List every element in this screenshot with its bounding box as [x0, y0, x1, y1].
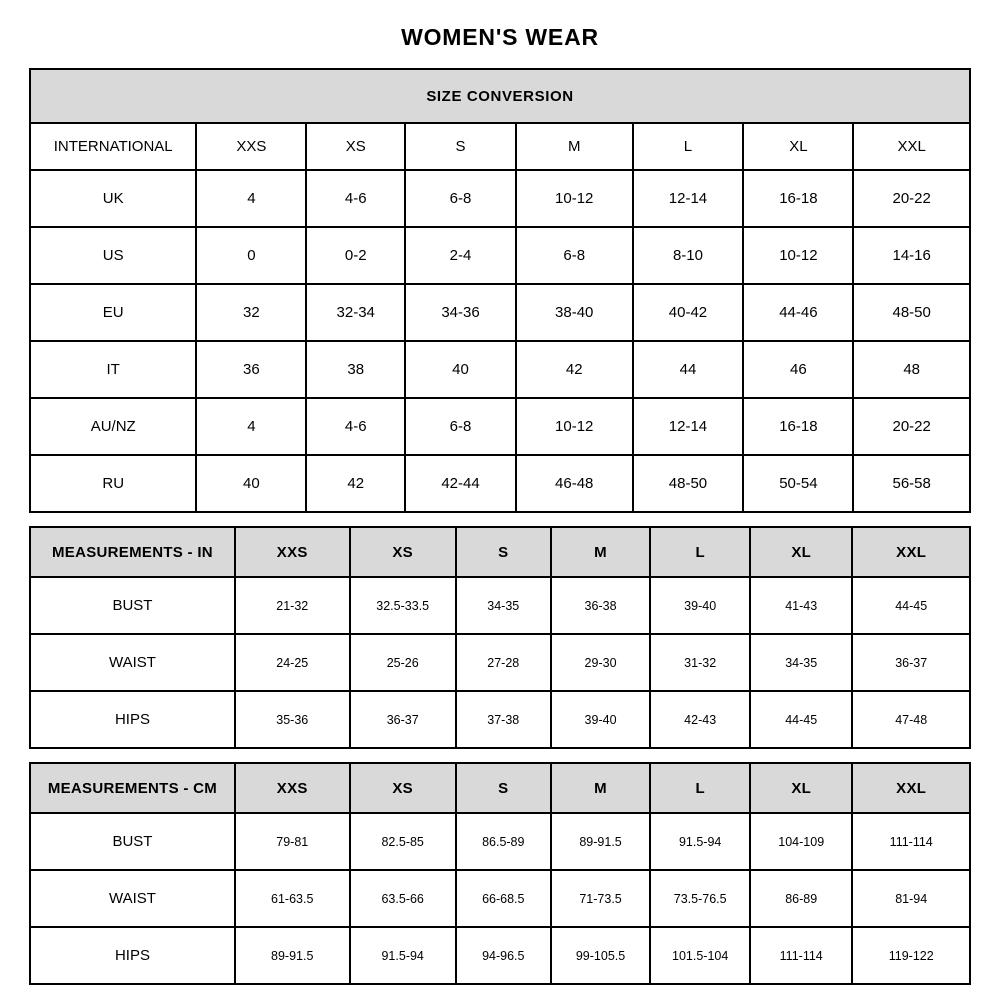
measurements-in-table	[29, 526, 971, 749]
row-label: HIPS	[30, 691, 235, 748]
value-cell: 4	[196, 398, 306, 455]
value-cell: 111-114	[750, 927, 852, 984]
column-header-size: XXS	[196, 123, 306, 170]
value-cell: 25-26	[350, 634, 456, 691]
value-cell: 99-105.5	[551, 927, 651, 984]
value-cell: 0-2	[306, 227, 405, 284]
value-cell: 4-6	[306, 170, 405, 227]
value-cell: 42	[516, 341, 633, 398]
value-cell: 101.5-104	[650, 927, 750, 984]
value-cell: 111-114	[852, 813, 970, 870]
table-row	[30, 634, 970, 691]
page-title: WOMEN'S WEAR	[401, 24, 599, 50]
column-header-label: MEASUREMENTS - IN	[30, 527, 235, 577]
value-cell: 29-30	[551, 634, 651, 691]
column-header-size: M	[516, 123, 633, 170]
value-cell: 31-32	[650, 634, 750, 691]
column-header-size: XXS	[235, 763, 350, 813]
column-header-size: M	[551, 527, 651, 577]
value-cell: 12-14	[633, 398, 744, 455]
value-cell: 86-89	[750, 870, 852, 927]
value-cell: 44-45	[750, 691, 852, 748]
value-cell: 82.5-85	[350, 813, 456, 870]
value-cell: 0	[196, 227, 306, 284]
value-cell: 91.5-94	[650, 813, 750, 870]
value-cell: 10-12	[516, 170, 633, 227]
value-cell: 6-8	[516, 227, 633, 284]
value-cell: 44-45	[852, 577, 970, 634]
value-cell: 24-25	[235, 634, 350, 691]
table-row	[30, 577, 970, 634]
value-cell: 36	[196, 341, 306, 398]
row-label: BUST	[30, 577, 235, 634]
value-cell: 40	[405, 341, 516, 398]
column-header-size: L	[633, 123, 744, 170]
size-conversion-header-row	[30, 123, 970, 170]
value-cell: 56-58	[853, 455, 970, 512]
value-cell: 48-50	[853, 284, 970, 341]
measurements-cm-header-row	[30, 763, 970, 813]
table-row	[30, 170, 970, 227]
value-cell: 119-122	[852, 927, 970, 984]
value-cell: 79-81	[235, 813, 350, 870]
value-cell: 16-18	[743, 398, 853, 455]
column-header-size: XXL	[852, 527, 970, 577]
value-cell: 42	[306, 455, 405, 512]
column-header-size: XL	[750, 763, 852, 813]
row-label: HIPS	[30, 927, 235, 984]
value-cell: 41-43	[750, 577, 852, 634]
value-cell: 8-10	[633, 227, 744, 284]
value-cell: 34-35	[456, 577, 551, 634]
value-cell: 6-8	[405, 398, 516, 455]
table-row	[30, 341, 970, 398]
value-cell: 40	[196, 455, 306, 512]
table-row	[30, 813, 970, 870]
row-label: AU/NZ	[30, 398, 196, 455]
table-gap	[29, 513, 971, 526]
column-header-size: XXS	[235, 527, 350, 577]
value-cell: 20-22	[853, 170, 970, 227]
value-cell: 4-6	[306, 398, 405, 455]
size-conversion-table	[29, 68, 971, 513]
value-cell: 50-54	[743, 455, 853, 512]
value-cell: 36-38	[551, 577, 651, 634]
value-cell: 86.5-89	[456, 813, 551, 870]
value-cell: 46-48	[516, 455, 633, 512]
value-cell: 10-12	[516, 398, 633, 455]
table-row	[30, 284, 970, 341]
value-cell: 34-35	[750, 634, 852, 691]
column-header-size: M	[551, 763, 651, 813]
row-label: WAIST	[30, 870, 235, 927]
value-cell: 6-8	[405, 170, 516, 227]
value-cell: 36-37	[852, 634, 970, 691]
value-cell: 89-91.5	[235, 927, 350, 984]
column-header-label: INTERNATIONAL	[30, 123, 196, 170]
value-cell: 48	[853, 341, 970, 398]
value-cell: 42-43	[650, 691, 750, 748]
column-header-size: S	[405, 123, 516, 170]
table-row	[30, 691, 970, 748]
value-cell: 66-68.5	[456, 870, 551, 927]
value-cell: 46	[743, 341, 853, 398]
value-cell: 2-4	[405, 227, 516, 284]
table-gap	[29, 749, 971, 762]
column-header-label: MEASUREMENTS - CM	[30, 763, 235, 813]
row-label: EU	[30, 284, 196, 341]
value-cell: 91.5-94	[350, 927, 456, 984]
value-cell: 38	[306, 341, 405, 398]
value-cell: 12-14	[633, 170, 744, 227]
value-cell: 38-40	[516, 284, 633, 341]
column-header-size: XXL	[853, 123, 970, 170]
table-row	[30, 398, 970, 455]
value-cell: 48-50	[633, 455, 744, 512]
value-cell: 44	[633, 341, 744, 398]
row-label: BUST	[30, 813, 235, 870]
value-cell: 21-32	[235, 577, 350, 634]
row-label: RU	[30, 455, 196, 512]
column-header-size: XL	[750, 527, 852, 577]
table-row	[30, 927, 970, 984]
value-cell: 39-40	[551, 691, 651, 748]
value-cell: 36-37	[350, 691, 456, 748]
value-cell: 32.5-33.5	[350, 577, 456, 634]
value-cell: 16-18	[743, 170, 853, 227]
measurements-in-header-row	[30, 527, 970, 577]
value-cell: 10-12	[743, 227, 853, 284]
column-header-size: XS	[350, 763, 456, 813]
value-cell: 73.5-76.5	[650, 870, 750, 927]
row-label: IT	[30, 341, 196, 398]
value-cell: 35-36	[235, 691, 350, 748]
value-cell: 27-28	[456, 634, 551, 691]
measurements-cm-table	[29, 762, 971, 985]
column-header-size: XS	[306, 123, 405, 170]
value-cell: 61-63.5	[235, 870, 350, 927]
row-label: UK	[30, 170, 196, 227]
row-label: US	[30, 227, 196, 284]
column-header-size: S	[456, 763, 551, 813]
value-cell: 32	[196, 284, 306, 341]
size-conversion-banner-row	[30, 69, 970, 123]
column-header-size: XS	[350, 527, 456, 577]
value-cell: 94-96.5	[456, 927, 551, 984]
value-cell: 42-44	[405, 455, 516, 512]
value-cell: 89-91.5	[551, 813, 651, 870]
value-cell: 81-94	[852, 870, 970, 927]
value-cell: 44-46	[743, 284, 853, 341]
value-cell: 104-109	[750, 813, 852, 870]
table-row	[30, 870, 970, 927]
table-row	[30, 455, 970, 512]
value-cell: 63.5-66	[350, 870, 456, 927]
value-cell: 34-36	[405, 284, 516, 341]
value-cell: 40-42	[633, 284, 744, 341]
value-cell: 71-73.5	[551, 870, 651, 927]
column-header-size: L	[650, 763, 750, 813]
size-conversion-banner: SIZE CONVERSION	[30, 69, 970, 123]
column-header-size: XXL	[852, 763, 970, 813]
value-cell: 14-16	[853, 227, 970, 284]
column-header-size: XL	[743, 123, 853, 170]
table-row	[30, 227, 970, 284]
value-cell: 39-40	[650, 577, 750, 634]
row-label: WAIST	[30, 634, 235, 691]
value-cell: 47-48	[852, 691, 970, 748]
value-cell: 37-38	[456, 691, 551, 748]
column-header-size: L	[650, 527, 750, 577]
value-cell: 32-34	[306, 284, 405, 341]
value-cell: 20-22	[853, 398, 970, 455]
column-header-size: S	[456, 527, 551, 577]
value-cell: 4	[196, 170, 306, 227]
